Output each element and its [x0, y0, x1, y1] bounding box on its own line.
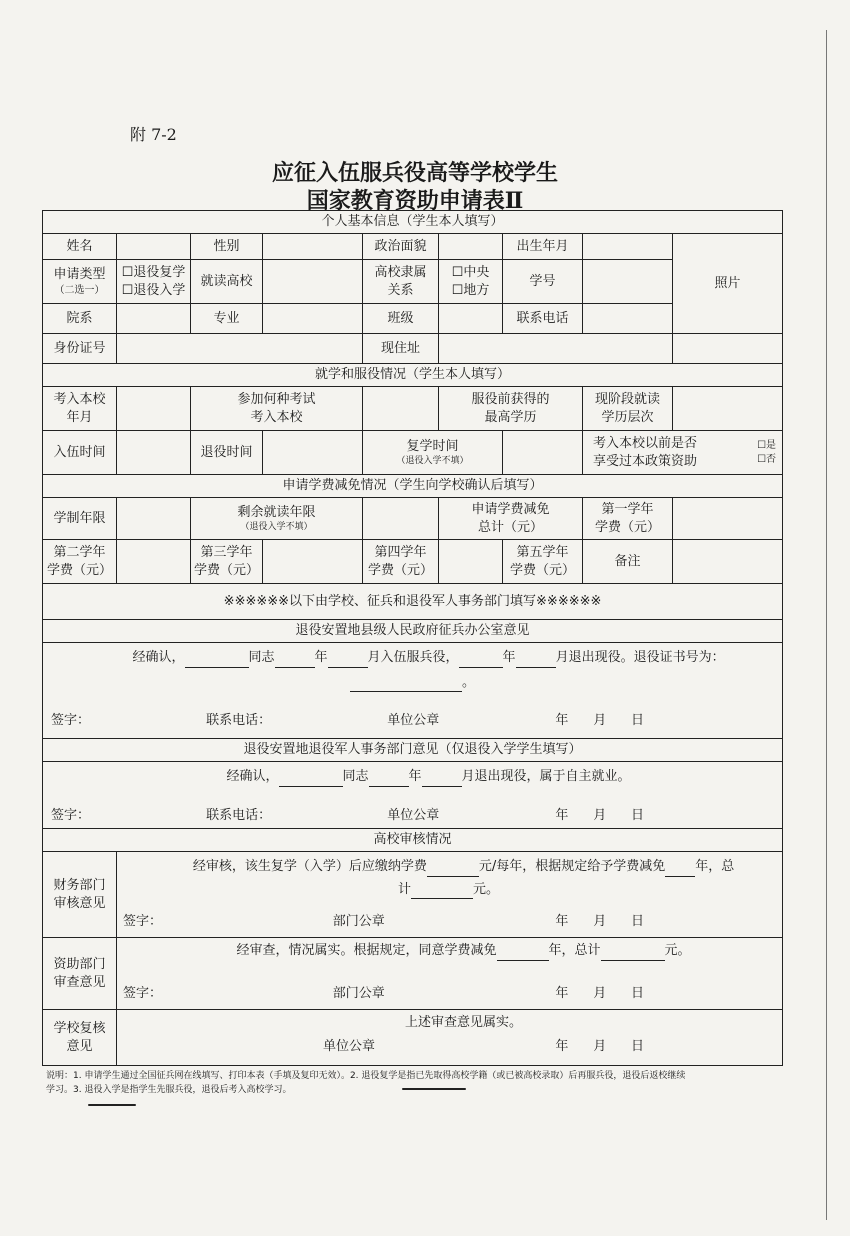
fin-b: 元/每年，根据规定给予学费减免 [478, 859, 666, 875]
label-dept: 院系 [43, 304, 117, 334]
section-study-service: 就学和服役情况（学生本人填写） [43, 364, 783, 387]
checkbox-no[interactable]: ☐否 [757, 453, 777, 465]
label-enroll-ym: 考入本校 [53, 391, 106, 407]
label-resume-time: 复学时间 [406, 438, 459, 454]
month-4: 月 [593, 985, 607, 1001]
label-remark: 备注 [583, 540, 673, 584]
label-aid: 资助部门 [53, 957, 106, 973]
sign-label-4: 签字： [123, 985, 163, 1001]
blank-reduce-years[interactable] [665, 858, 695, 877]
blank-enlist-month[interactable] [328, 649, 368, 668]
field-major[interactable] [263, 304, 363, 334]
fin-a: 经审核，该生复学（入学）后应缴纳学费 [192, 859, 427, 875]
label-resume-note: （退役入学不填） [396, 456, 469, 467]
sign-label-2: 签字： [51, 807, 91, 823]
label-apply-type-note: （二选一） [54, 284, 105, 296]
seal-label-1: 单位公章 [387, 713, 440, 729]
label-school: 就读高校 [191, 260, 263, 304]
blank-enlist-year[interactable] [275, 649, 315, 668]
field-class[interactable] [439, 304, 503, 334]
label-years: 学制年限 [43, 498, 117, 540]
day-5: 日 [631, 1038, 645, 1054]
month-2: 月 [593, 807, 607, 823]
label-exam-2: 考入本校 [250, 409, 303, 425]
section-school-review: 高校审核情况 [43, 829, 783, 852]
field-remark[interactable] [673, 540, 783, 584]
label-finance: 财务部门 [53, 878, 106, 894]
month-3: 月 [593, 914, 607, 930]
blank-name[interactable] [185, 649, 249, 668]
checkbox-central[interactable]: ☐中央 [451, 264, 490, 280]
blank-aid-years[interactable] [497, 942, 549, 961]
blank-name-2[interactable] [279, 768, 343, 787]
blank-retire-month[interactable] [516, 649, 556, 668]
label-remain-note: （退役入学不填） [240, 522, 313, 533]
checkbox-local[interactable]: ☐地方 [451, 282, 490, 298]
pen-underline-2 [88, 1104, 136, 1106]
blank-year-2[interactable] [369, 768, 409, 787]
dept-seal-label-2: 部门公章 [332, 985, 385, 1001]
field-years[interactable] [117, 498, 191, 540]
section-personal-info: 个人基本信息（学生本人填写） [43, 211, 783, 234]
field-exam[interactable] [363, 387, 439, 431]
label-enlist-time: 入伍时间 [43, 431, 117, 475]
label-affiliation: 高校隶属 [374, 264, 427, 280]
field-fee2[interactable] [117, 540, 191, 584]
label-edu-before: 服役前获得的 [471, 391, 550, 407]
label-gender: 性别 [191, 234, 263, 260]
field-phone[interactable] [583, 304, 673, 334]
label-fee5-2: 学费（元） [509, 562, 575, 578]
seal-label-3: 单位公章 [323, 1038, 376, 1054]
conf2-d: 月退出现役，属于自主就业。 [461, 769, 631, 784]
field-name[interactable] [117, 234, 191, 260]
label-fee3: 第三学年 [200, 544, 253, 560]
label-edu-before-2: 最高学历 [484, 409, 537, 425]
pen-underline-1 [402, 1088, 466, 1090]
form-title-line2: 国家教育资助申请表Ⅱ [306, 188, 524, 214]
blank-aid-total[interactable] [601, 942, 665, 961]
label-apply-type: 申请类型 [53, 266, 106, 282]
label-cur-level: 现阶段就读 [594, 391, 660, 407]
field-address[interactable] [439, 334, 673, 364]
label-exam: 参加何种考试 [237, 391, 316, 407]
checkbox-yes[interactable]: ☐是 [757, 440, 777, 451]
contact-label-2: 联系电话： [206, 807, 272, 823]
dept-seal-label-1: 部门公章 [332, 914, 385, 930]
conf1-f: 月退出现役。退役证书号为： [555, 650, 725, 665]
photo-box-bottom [673, 334, 783, 364]
label-reduce-total: 申请学费减免 [471, 501, 550, 517]
checkbox-resume[interactable]: ☐退役复学 [121, 264, 186, 280]
field-cur-level[interactable] [673, 387, 783, 431]
review-text: 上述审查意见属实。 [405, 1015, 523, 1031]
field-school[interactable] [263, 260, 363, 304]
label-affiliation-2: 关系 [387, 282, 414, 298]
conf1-d: 月入伍服兵役， [367, 650, 459, 665]
label-fee5: 第五学年 [516, 544, 569, 560]
field-fee3[interactable] [263, 540, 363, 584]
field-fee1[interactable] [673, 498, 783, 540]
label-class: 班级 [363, 304, 439, 334]
aid-b: 年，总计 [548, 943, 601, 959]
field-birth[interactable] [583, 234, 673, 260]
fin-c: 年，总 [695, 859, 735, 875]
label-address: 现住址 [363, 334, 439, 364]
label-enroll-ym-2: 年月 [66, 409, 93, 425]
conf1-c: 年 [314, 650, 328, 665]
form-title-line1: 应征入伍服兵役高等学校学生 [271, 160, 558, 186]
seal-label-2: 单位公章 [387, 807, 440, 823]
label-id-no: 身份证号 [43, 334, 117, 364]
year-5: 年 [555, 1038, 569, 1054]
month-1: 月 [593, 713, 607, 729]
blank-month-2[interactable] [422, 768, 462, 787]
field-dept[interactable] [117, 304, 191, 334]
year-2: 年 [555, 807, 569, 823]
day-2: 日 [631, 807, 645, 823]
fin-d: 计 [398, 881, 412, 897]
photo-box: 照片 [673, 234, 783, 334]
day-4: 日 [631, 985, 645, 1001]
label-fee3-2: 学费（元） [193, 562, 259, 578]
label-cur-level-2: 学历层次 [601, 409, 654, 425]
label-review-2: 意见 [66, 1038, 93, 1054]
notes [46, 1070, 786, 1098]
field-resume-time[interactable] [503, 431, 583, 475]
field-student-no[interactable] [583, 260, 673, 304]
label-fee2: 第二学年 [53, 544, 106, 560]
label-birth: 出生年月 [503, 234, 583, 260]
day-3: 日 [631, 914, 645, 930]
conf1-a: 经确认， [132, 650, 185, 665]
application-table [42, 210, 783, 1066]
label-fee4: 第四学年 [374, 544, 427, 560]
field-fee4[interactable] [439, 540, 503, 584]
label-major: 专业 [191, 304, 263, 334]
conf2-c: 年 [408, 769, 422, 784]
day-1: 日 [631, 713, 645, 729]
field-political[interactable] [439, 234, 503, 260]
conf1-g: 。 [462, 674, 476, 690]
sign-label-1: 签字： [51, 713, 91, 729]
month-5: 月 [593, 1038, 607, 1054]
attachment-label: 附 7-2 [130, 125, 177, 144]
fin-e: 元。 [473, 881, 500, 897]
contact-label-1: 联系电话： [206, 713, 272, 729]
label-enjoyed: 考入本校以前是否 [593, 435, 698, 451]
label-retire-time: 退役时间 [191, 431, 263, 475]
label-reduce-total-2: 总计（元） [477, 519, 543, 535]
label-fee2-2: 学费（元） [46, 562, 112, 578]
label-finance-2: 审核意见 [53, 895, 106, 911]
aid-a: 经审查，情况属实。根据规定，同意学费减免 [236, 943, 497, 959]
label-fee4-2: 学费（元） [367, 562, 433, 578]
blank-fin-total[interactable] [411, 881, 473, 900]
label-enjoyed-2: 享受过本政策资助 [593, 453, 698, 469]
year-4: 年 [555, 985, 569, 1001]
label-name: 姓名 [43, 234, 117, 260]
year-3: 年 [555, 914, 569, 930]
year-1: 年 [555, 713, 569, 729]
sign-label-3: 签字： [123, 914, 163, 930]
label-student-no: 学号 [503, 260, 583, 304]
label-phone: 联系电话 [503, 304, 583, 334]
section-veterans-affairs: 退役安置地退役军人事务部门意见（仅退役入学学生填写） [43, 739, 783, 762]
label-political: 政治面貌 [363, 234, 439, 260]
label-aid-2: 审查意见 [53, 974, 106, 990]
conf2-b: 同志 [342, 769, 369, 784]
aid-c: 元。 [664, 943, 691, 959]
conf1-b: 同志 [248, 650, 275, 665]
field-remain[interactable] [363, 498, 439, 540]
blank-retire-year[interactable] [459, 649, 503, 668]
field-enlist-time[interactable] [117, 431, 191, 475]
label-fee1-2: 学费（元） [594, 519, 660, 535]
conf2-a: 经确认， [226, 769, 279, 784]
blank-certificate-no[interactable] [350, 674, 462, 693]
checkbox-enroll[interactable]: ☐退役入学 [121, 282, 186, 298]
note-line-1: 说明：1. 申请学生通过全国征兵网在线填写、打印本表（手填及复印无效）。2. 退役复学是指已先取得高校学籍（或已被高校录取）后再服兵役，退役后返校继续 [46, 1071, 686, 1081]
label-remain: 剩余就读年限 [237, 504, 316, 520]
field-id-no[interactable] [117, 334, 363, 364]
divider-row: ※※※※※※以下由学校、征兵和退役军人事务部门填写※※※※※※ [43, 584, 783, 620]
label-review: 学校复核 [53, 1021, 106, 1037]
field-retire-time[interactable] [263, 431, 363, 475]
blank-fee-per-year[interactable] [427, 858, 479, 877]
conf1-e: 年 [502, 650, 516, 665]
note-line-2: 学习。3. 退役入学是指学生先服兵役，退役后考入高校学习。 [46, 1084, 292, 1095]
label-fee1: 第一学年 [601, 501, 654, 517]
section-recruitment-office: 退役安置地县级人民政府征兵办公室意见 [43, 620, 783, 643]
section-fee-reduction: 申请学费减免情况（学生向学校确认后填写） [43, 475, 783, 498]
field-enroll-ym[interactable] [117, 387, 191, 431]
field-gender[interactable] [263, 234, 363, 260]
